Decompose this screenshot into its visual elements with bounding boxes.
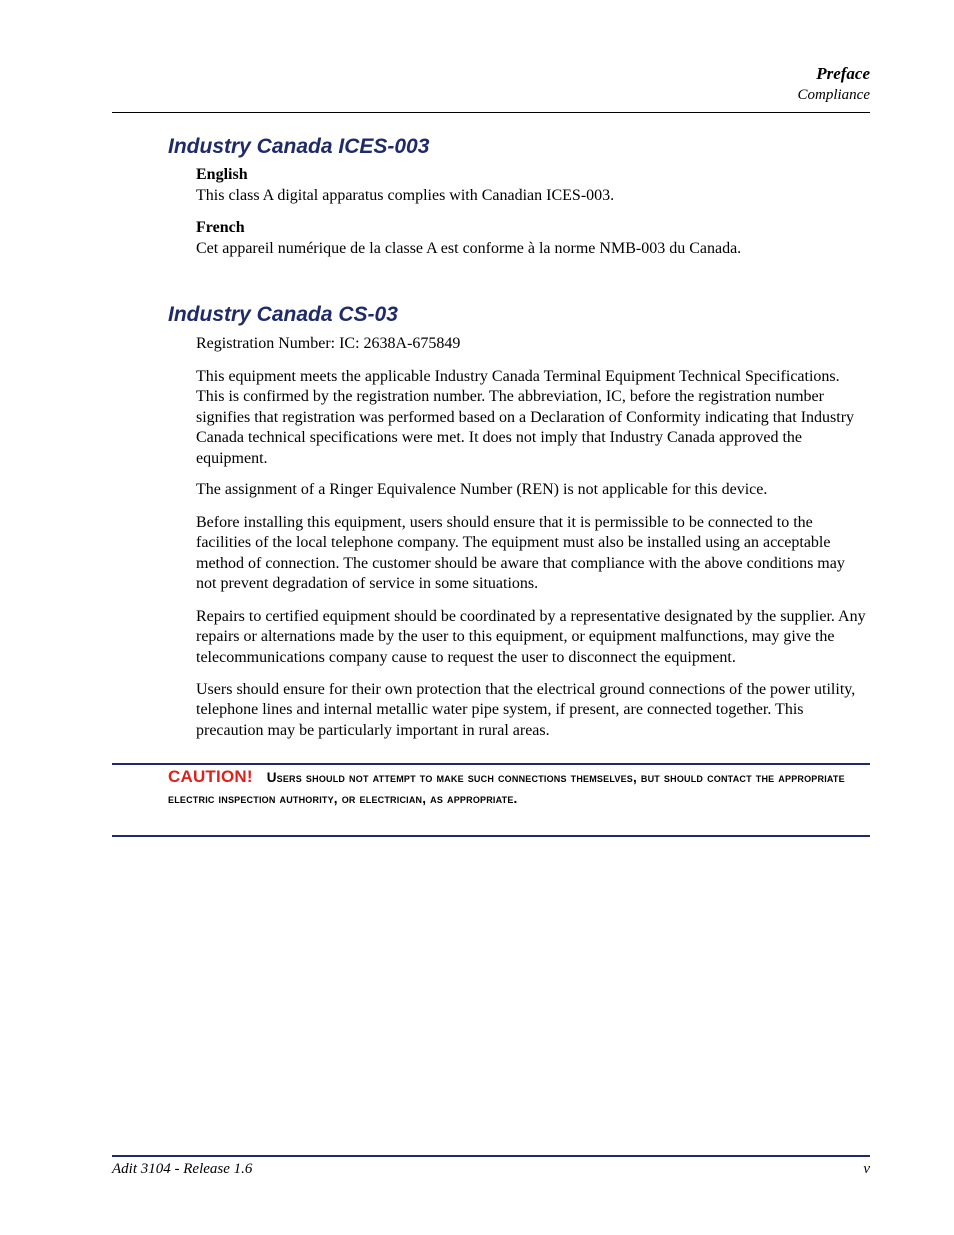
running-header-subtitle: Compliance — [797, 87, 870, 103]
paragraph-specifications: This equipment meets the applicable Industry Canada Terminal Equipment Technical Specifications. This is confirmed by the registration number. The abbreviation, IC, before the registration number signifies that registration was performed based on a Declaration of Conformity indicating that Industry Canada technical specifications were met. It does not imply that Industry Canada approved the equipment. — [196, 368, 855, 467]
paragraph-grounding: Users should ensure for their own protection that the electrical ground connections of the power utility, telephone lines and internal metallic water pipe system, if present, are connected together. This precaution may be particularly important in rural areas. — [196, 681, 856, 739]
page-number: v — [863, 1161, 870, 1177]
paragraph-installation: Before installing this equipment, users should ensure that it is permissible to be connected to the facilities of the local telephone company. The equipment must also be installed using an acceptable method of connection. The customer should be aware that compliance with the above conditions may not prevent degradation of service in some situations. — [196, 514, 845, 593]
english-text: This class A digital apparatus complies with Canadian ICES-003. — [196, 187, 615, 204]
caution-text: Users should not attempt to make such connections themselves, but should contact the appropriate electric inspection authority, or electrician, as appropriate. — [168, 770, 845, 806]
caution-note — [168, 766, 858, 809]
french-label: French — [196, 219, 245, 236]
footer-document-title: Adit 3104 - Release 1.6 — [112, 1161, 253, 1177]
section-heading-cs03: Industry Canada CS-03 — [168, 303, 398, 326]
footer-rule — [112, 1155, 870, 1157]
caution-label: CAUTION! — [168, 767, 253, 786]
paragraph-repairs: Repairs to certified equipment should be coordinated by a representative designated by the supplier. Any repairs or alternations made by the user to this equipment, or equipment malfunctions, may give the telecommunications company cause to request the user to disconnect the equipment. — [196, 608, 866, 666]
running-header-title: Preface — [816, 64, 870, 83]
caution-top-rule — [112, 763, 870, 765]
paragraph-ren: The assignment of a Ringer Equivalence Number (REN) is not applicable for this device. — [196, 481, 768, 498]
caution-bottom-rule — [112, 835, 870, 837]
section-heading-ices: Industry Canada ICES-003 — [168, 135, 430, 158]
registration-number: Registration Number: IC: 2638A-675849 — [196, 335, 461, 352]
english-label: English — [196, 166, 248, 183]
french-text: Cet appareil numérique de la classe A est conforme à la norme NMB-003 du Canada. — [196, 240, 742, 257]
header-rule — [112, 112, 870, 113]
